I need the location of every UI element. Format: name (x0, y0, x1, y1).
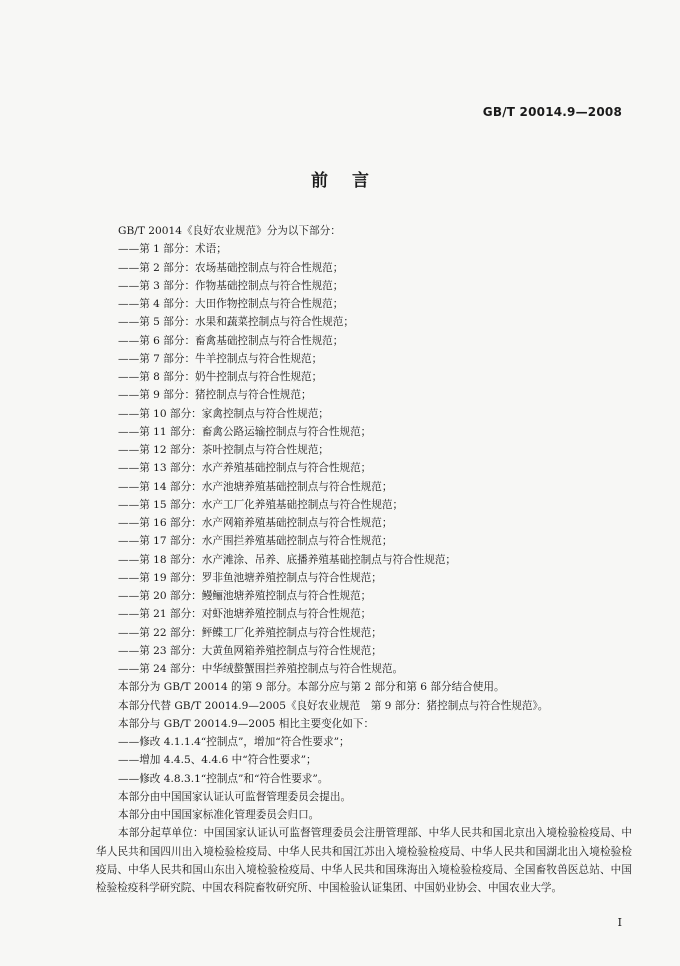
list-item: ——第 1 部分：术语； (118, 243, 227, 256)
list-item: ——第 19 部分：罗非鱼池塘养殖控制点与符合性规范； (118, 571, 382, 584)
statement-line: 本部分与 GB/T 20014.9—2005 相比主要变化如下： (118, 717, 375, 730)
closing-line: 本部分由中国国家认证认可监督管理委员会提出。 (118, 790, 352, 803)
standard-number: GB/T 20014.9—2008 (482, 105, 622, 119)
change-item: ——修改 4.8.3.1“控制点”和“符合性要求”。 (118, 772, 329, 785)
list-item: ——第 12 部分：茶叶控制点与符合性规范； (118, 444, 329, 456)
list-item: ——第 22 部分：鲆鲽工厂化养殖控制点与符合性规范； (118, 626, 382, 639)
closing-line: 本部分由中国国家标准化管理委员会归口。 (118, 809, 320, 821)
list-item: ——第 24 部分：中华绒螯蟹围拦养殖控制点与符合性规范。 (118, 663, 404, 675)
intro-line: GB/T 20014《良好农业规范》分为以下部分： (118, 225, 341, 237)
list-item: ——第 5 部分：水果和蔬菜控制点与符合性规范； (118, 316, 354, 329)
list-item: ——第 13 部分：水产养殖基础控制点与符合性规范； (118, 462, 372, 475)
list-item: ——第 8 部分：奶牛控制点与符合性规范； (118, 371, 323, 383)
statement-line: 本部分为 GB/T 20014 的第 9 部分。本部分应与第 2 部分和第 6 部分结合使用。 (118, 681, 505, 694)
list-item: ——第 10 部分：家禽控制点与符合性规范； (118, 407, 329, 420)
list-item: ——第 20 部分：鳗鲡池塘养殖控制点与符合性规范； (118, 590, 372, 602)
change-item: ——修改 4.1.1.4“控制点”，增加“符合性要求”； (118, 736, 350, 748)
list-item: ——第 2 部分：农场基础控制点与符合性规范； (118, 261, 344, 274)
drafting-units: 本部分起草单位：中国国家认证认可监督管理委员会注册管理部、中华人民共和国北京出入境检验检疫局、中华人民共和国四川出入境检验检疫局、中华人民共和国江苏出入境检验检疫局、中华人民共和国湖北出入境检验检疫局、中华人民共和国山东出入境检验检疫局、中华人民共和国珠海出入境检验检疫局、全国畜牧兽医总站、中国检验检疫科学研究院、中国农科院畜牧研究所、中国检验认证集团、中国奶业协会、中国农业大学。 (96, 827, 632, 894)
list-item: ——第 4 部分：大田作物控制点与符合性规范； (118, 298, 344, 310)
list-item: ——第 17 部分：水产围拦养殖基础控制点与符合性规范； (118, 535, 393, 548)
list-item: ——第 23 部分：大黄鱼网箱养殖控制点与符合性规范； (118, 644, 382, 657)
list-item: ——第 9 部分：猪控制点与符合性规范； (118, 389, 312, 402)
changes-list (118, 733, 638, 788)
list-item: ——第 15 部分：水产工厂化养殖基础控制点与符合性规范； (118, 498, 404, 511)
closing-list (118, 788, 638, 825)
parts-list (118, 240, 638, 678)
page-title: 前言 (311, 171, 393, 191)
list-item: ——第 14 部分：水产池塘养殖基础控制点与符合性规范； (118, 480, 393, 493)
foreword-body (96, 222, 638, 897)
list-item: ——第 18 部分：水产滩涂、吊养、底播养殖基础控制点与符合性规范； (118, 553, 457, 566)
statements-list (118, 678, 638, 733)
change-item: ——增加 4.4.5、4.4.6 中“符合性要求”； (118, 754, 317, 767)
list-item: ——第 21 部分：对虾池塘养殖控制点与符合性规范； (118, 608, 372, 621)
page-number: I (617, 916, 622, 929)
list-item: ——第 6 部分：畜禽基础控制点与符合性规范； (118, 334, 344, 347)
statement-line: 本部分代替 GB/T 20014.9—2005《良好农业规范 第 9 部分：猪控制点与符合性规范》。 (118, 699, 549, 712)
list-item: ——第 3 部分：作物基础控制点与符合性规范； (118, 279, 344, 292)
list-item: ——第 16 部分：水产网箱养殖基础控制点与符合性规范； (118, 517, 393, 529)
list-item: ——第 11 部分：畜禽公路运输控制点与符合性规范； (118, 425, 372, 438)
list-item: ——第 7 部分：牛羊控制点与符合性规范； (118, 352, 323, 365)
